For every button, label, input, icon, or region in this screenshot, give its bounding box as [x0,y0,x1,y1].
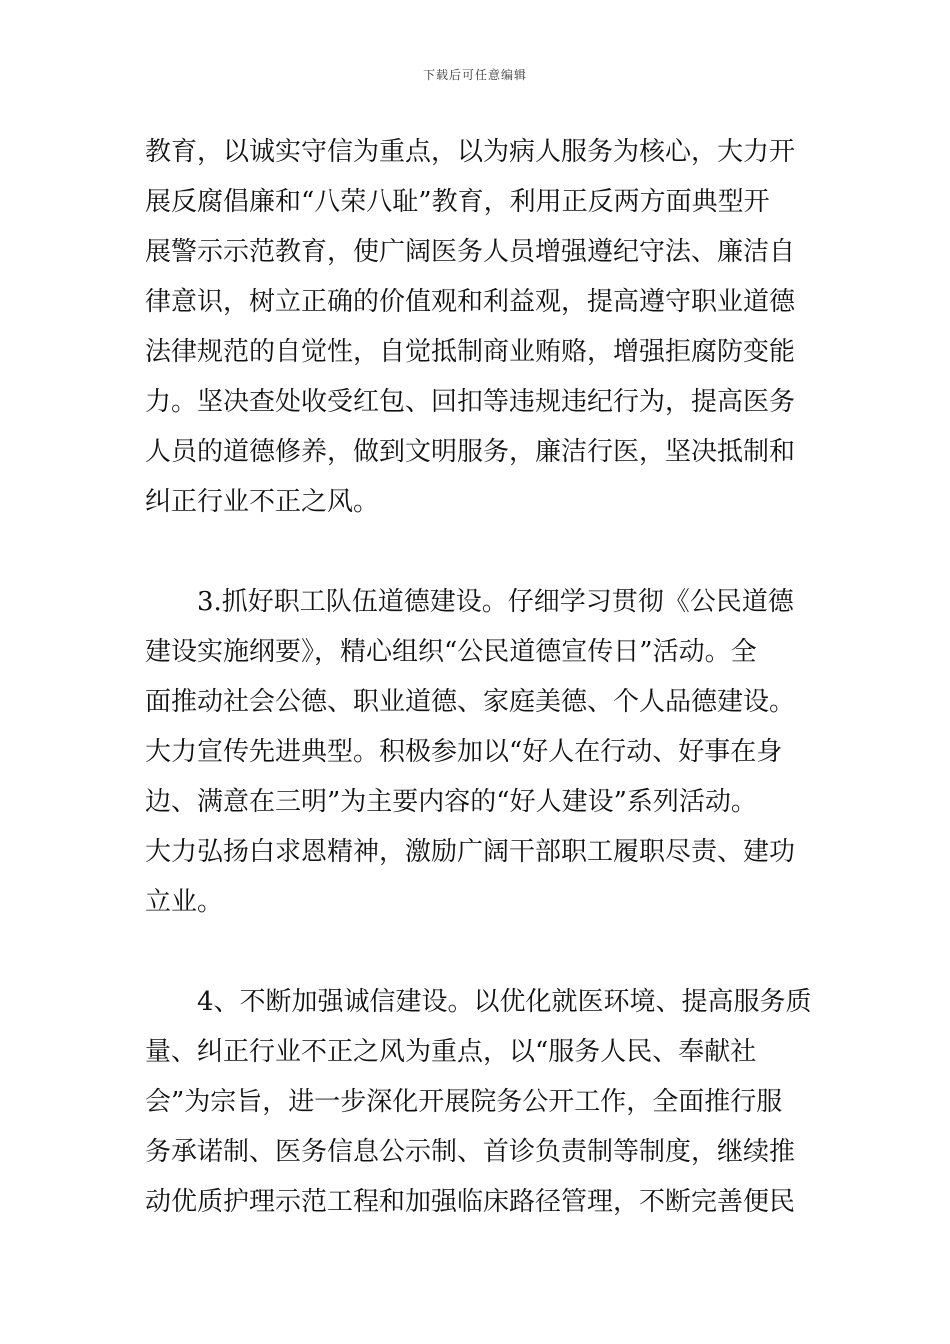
text-line: 会”为宗旨，进一步深化开展院务公开工作，全面推行服 [145,1087,783,1117]
text-line: 律意识，树立正确的价值观和利益观，提高遵守职业道德 [145,287,796,317]
text-line: 边、满意在三明”为主要内容的“好人建设”系列活动。 [145,787,757,817]
text-line: 展警示示范教育，使广阔医务人员增强遵纪守法、廉洁自 [145,237,796,267]
text-line: 量、纠正行业不正之风为重点，以“服务人民、奉献社 [145,1037,757,1067]
paragraph-integrity [145,977,810,1227]
text-line: 立业。 [145,887,224,917]
text-line: 建设实施纲要》，精心组织“公民道德宣传日”活动。全 [145,637,757,667]
paragraph-staff-ethics [145,577,810,927]
text-line: 大力弘扬白求恩精神，激励广阔干部职工履职尽责、建功 [145,837,796,867]
text-line: 纠正行业不正之风。 [145,487,380,517]
text-line: 4、不断加强诚信建设。以优化就医环境、提高服务质 [197,987,812,1017]
text-line: 展反腐倡廉和“八荣八耻”教育，利用正反两方面典型开 [145,187,770,217]
text-line: 教育，以诚实守信为重点，以为病人服务为核心，大力开 [145,137,796,167]
text-line: 3.抓好职工队伍道德建设。仔细学习贯彻《公民道德 [197,587,794,617]
text-line: 务承诺制、医务信息公示制、首诊负责制等制度，继续推 [145,1137,796,1167]
text-line: 法律规范的自觉性，自觉抵制商业贿赂，增强拒腐防变能 [145,337,796,367]
paragraph-education [145,127,810,527]
text-line: 人员的道德修养，做到文明服务，廉洁行医，坚决抵制和 [145,437,796,467]
text-line: 面推动社会公德、职业道德、家庭美德、个人品德建设。 [145,687,796,717]
text-line: 动优质护理示范工程和加强临床路径管理，不断完善便民 [145,1187,796,1217]
text-line: 力。坚决查处收受红包、回扣等违规违纪行为，提高医务 [145,387,796,417]
page-header-note: 下载后可任意编辑 [422,68,527,82]
text-line: 大力宣传先进典型。积极参加以“好人在行动、好事在身 [145,737,783,767]
